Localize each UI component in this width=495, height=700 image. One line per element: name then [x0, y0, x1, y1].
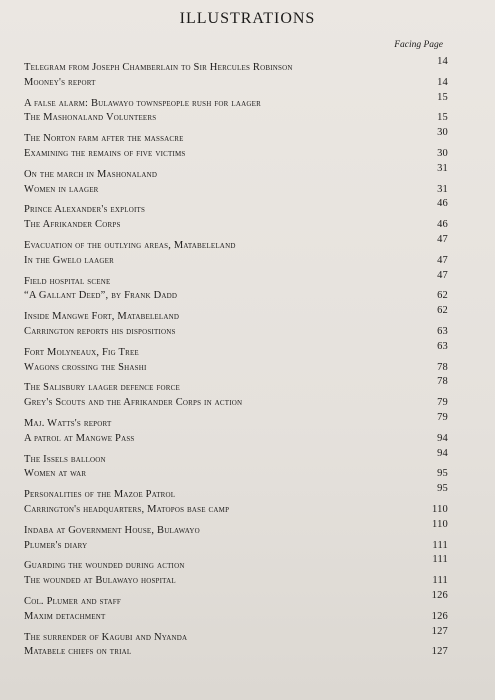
list-item	[24, 519, 448, 537]
facing-page-number: 111	[432, 554, 448, 566]
illustration-title: Inside Mangwe Fort, Matabeleland	[24, 311, 180, 323]
illustration-title: Maj. Watts's report	[24, 417, 112, 429]
illustration-title: The wounded at Bulawayo hospital	[24, 575, 176, 587]
list-item	[24, 145, 448, 163]
facing-page-number: 47	[437, 269, 448, 281]
page-title: ILLUSTRATIONS	[179, 10, 316, 27]
list-item	[24, 643, 448, 661]
illustration-title: Carrington reports his dispositions	[24, 325, 176, 337]
illustration-title: Mooney's report	[24, 76, 96, 88]
facing-page-number: 14	[437, 76, 448, 88]
list-item	[24, 56, 448, 74]
facing-page-number: 126	[431, 610, 448, 622]
facing-page-number: 47	[437, 233, 448, 245]
illustration-title: A patrol at Mangwe Pass	[24, 432, 135, 444]
list-item	[24, 234, 448, 252]
list-item	[24, 270, 448, 288]
illustration-title: Col. Plumer and staff	[24, 595, 121, 607]
illustration-title: Evacuation of the outlying areas, Matabeleland	[24, 239, 236, 251]
illustration-title: Telegram from Joseph Chamberlain to Sir Hercules Robinson	[24, 62, 293, 73]
list-item	[24, 465, 448, 483]
illustration-title: Guarding the wounded during action	[24, 560, 185, 572]
illustration-title: Carrington's headquarters, Matopos base camp	[24, 503, 230, 515]
facing-page-number: 14	[437, 56, 448, 67]
facing-page-number: 94	[437, 432, 448, 444]
illustration-title: The Afrikander Corps	[24, 219, 121, 231]
list-item	[24, 127, 448, 145]
facing-page-number: 63	[437, 340, 448, 352]
illustration-title: Matabele chiefs on trial	[24, 646, 132, 658]
facing-page-number: 111	[432, 575, 448, 587]
facing-page-number: 63	[437, 325, 448, 337]
facing-page-number: 30	[437, 147, 448, 159]
list-item	[24, 412, 448, 430]
facing-page-number: 126	[431, 589, 448, 601]
facing-page-number: 127	[431, 646, 448, 658]
facing-page-number: 31	[437, 162, 448, 174]
list-item	[24, 198, 448, 216]
facing-page-number: 94	[437, 447, 448, 459]
illustrations-list	[24, 56, 448, 661]
illustration-title: Personalities of the Mazoe Patrol	[24, 489, 176, 501]
illustration-title: Plumer's diary	[24, 539, 88, 551]
facing-page-number: 46	[437, 219, 448, 231]
illustration-title: Examining the remains of five victims	[24, 147, 186, 159]
list-item	[24, 483, 448, 501]
facing-page-header: Facing Page	[394, 40, 443, 50]
illustration-title: The Salisbury laager defence force	[24, 382, 180, 394]
list-item	[24, 448, 448, 466]
illustration-title: “A Gallant Deed”, by Frank Dadd	[24, 290, 178, 302]
facing-page-number: 78	[437, 376, 448, 388]
facing-page-number: 111	[432, 539, 448, 551]
facing-page-number: 79	[437, 397, 448, 409]
facing-page-number: 79	[437, 411, 448, 423]
facing-page-number: 15	[437, 91, 448, 103]
list-item	[24, 163, 448, 181]
illustration-title: On the march in Mashonaland	[24, 168, 158, 180]
facing-page-number: 31	[437, 183, 448, 195]
list-item	[24, 287, 448, 305]
facing-page-number: 62	[437, 290, 448, 302]
illustration-title: Fort Molyneaux, Fig Tree	[24, 346, 139, 358]
illustration-title: Maxim detachment	[24, 610, 106, 622]
list-item	[24, 323, 448, 341]
facing-page-number: 78	[437, 361, 448, 373]
list-item	[24, 394, 448, 412]
list-item	[24, 590, 448, 608]
facing-page-number: 15	[437, 112, 448, 124]
list-item	[24, 359, 448, 377]
list-item	[24, 341, 448, 359]
list-item	[24, 181, 448, 199]
facing-page-number: 110	[432, 518, 448, 530]
list-item	[24, 430, 448, 448]
facing-page-number: 110	[432, 503, 448, 515]
illustration-title: Wagons crossing the Shashi	[24, 361, 147, 373]
facing-page-number: 47	[437, 254, 448, 266]
facing-page-number: 95	[437, 468, 448, 480]
list-item	[24, 92, 448, 110]
illustration-title: The surrender of Kagubi and Nyanda	[24, 631, 188, 643]
illustration-title: Women in laager	[24, 183, 99, 195]
illustration-title: Field hospital scene	[24, 275, 111, 287]
facing-page-number: 46	[437, 198, 448, 210]
list-item	[24, 537, 448, 555]
list-item	[24, 376, 448, 394]
facing-page-number: 95	[437, 483, 448, 495]
illustration-title: Prince Alexander's exploits	[24, 204, 146, 216]
illustration-title: Indaba at Government House, Bulawayo	[24, 524, 200, 536]
illustration-title: Women at war	[24, 468, 87, 480]
list-item	[24, 109, 448, 127]
list-item	[24, 501, 448, 519]
illustration-title: The Norton farm after the massacre	[24, 133, 184, 145]
illustration-title: The Issels balloon	[24, 453, 106, 465]
list-item	[24, 572, 448, 590]
list-item	[24, 252, 448, 270]
illustration-title: In the Gwelo laager	[24, 254, 115, 266]
list-item	[24, 554, 448, 572]
facing-page-number: 62	[437, 305, 448, 317]
list-item	[24, 608, 448, 626]
list-item	[24, 216, 448, 234]
facing-page-number: 30	[437, 127, 448, 139]
illustration-title: The Mashonaland Volunteers	[24, 112, 157, 124]
facing-page-number: 127	[431, 625, 448, 637]
illustration-title: Grey's Scouts and the Afrikander Corps in action	[24, 397, 243, 409]
list-item	[24, 74, 448, 92]
illustration-title: A false alarm: Bulawayo townspeople rush for laager	[24, 97, 261, 109]
list-item	[24, 626, 448, 644]
list-item	[24, 305, 448, 323]
